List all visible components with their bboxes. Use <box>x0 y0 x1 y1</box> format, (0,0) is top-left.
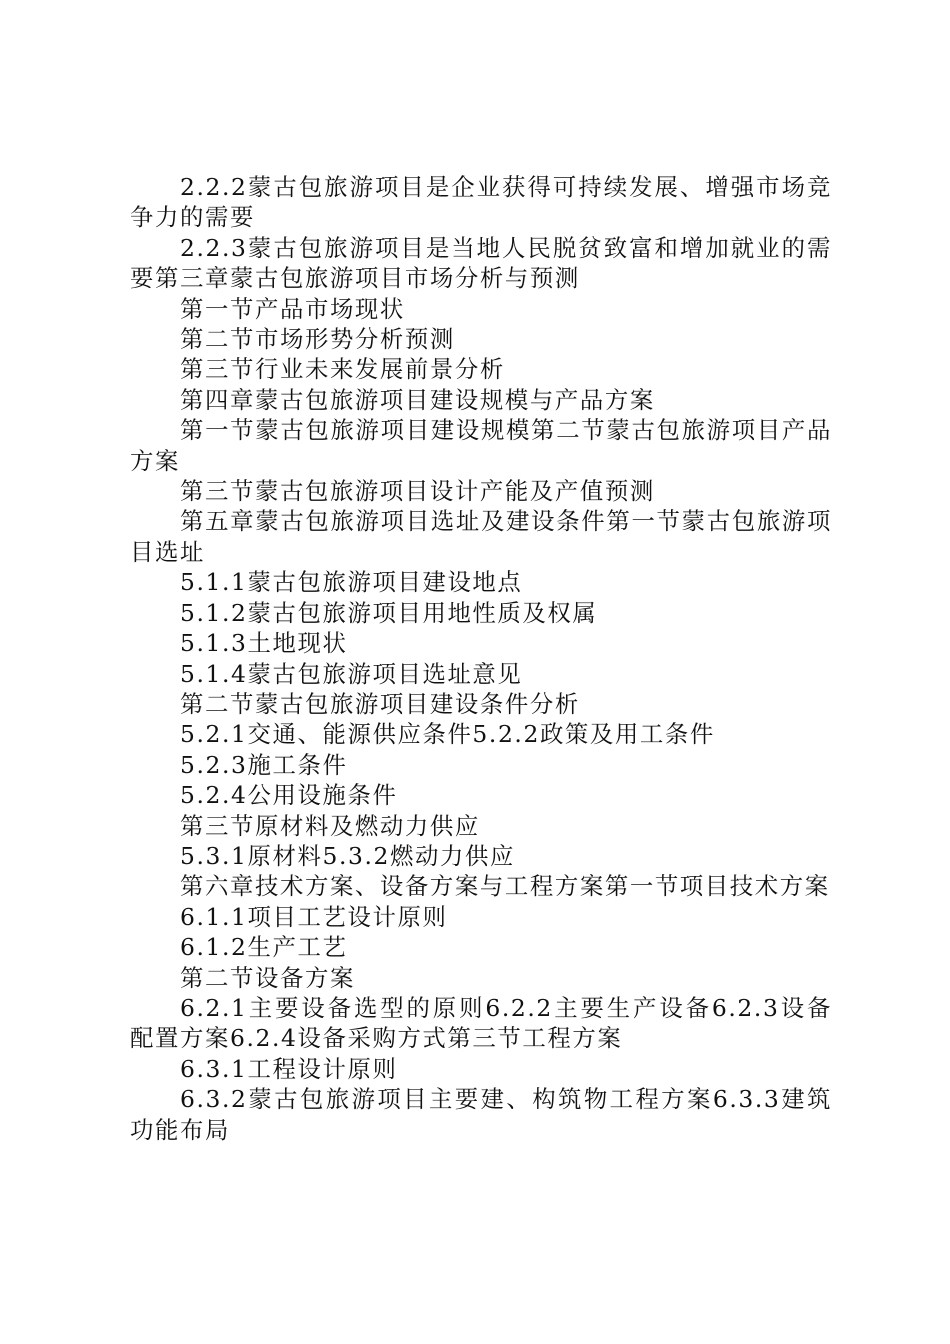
subsection-item: 5.1.3土地现状 <box>180 629 348 658</box>
section-heading: 第二节蒙古包旅游项目建设条件分析 <box>180 689 580 718</box>
section-heading: 第三节蒙古包旅游项目设计产能及产值预测 <box>180 477 655 506</box>
subsection-item: 5.2.3施工条件 <box>180 750 348 779</box>
section-heading: 第三节行业未来发展前景分析 <box>180 355 505 384</box>
section-heading: 第二节设备方案 <box>180 963 355 992</box>
section-heading: 第二节市场形势分析预测 <box>180 325 455 354</box>
paragraph: 6.3.2蒙古包旅游项目主要建、构筑物工程方案6.3.3建筑功能布局 <box>130 1085 832 1144</box>
section-heading: 第一节产品市场现状 <box>180 294 405 323</box>
paragraph: 第六章技术方案、设备方案与工程方案第一节项目技术方案 <box>180 872 830 901</box>
subsection-item: 5.1.1蒙古包旅游项目建设地点 <box>180 568 523 597</box>
subsection-item: 6.1.2生产工艺 <box>180 933 348 962</box>
subsection-item: 5.1.4蒙古包旅游项目选址意见 <box>180 659 523 688</box>
paragraph: 第一节蒙古包旅游项目建设规模第二节蒙古包旅游项目产品方案 <box>130 416 832 475</box>
paragraph: 2.2.3蒙古包旅游项目是当地人民脱贫致富和增加就业的需要第三章蒙古包旅游项目市场分析与预测 <box>130 233 832 293</box>
document-body <box>130 172 832 1145</box>
subsection-item: 6.1.1项目工艺设计原则 <box>180 902 448 931</box>
chapter-heading: 第四章蒙古包旅游项目建设规模与产品方案 <box>180 385 655 414</box>
paragraph: 2.2.2蒙古包旅游项目是企业获得可持续发展、增强市场竞争力的需要 <box>130 173 832 232</box>
subsection-item: 5.1.2蒙古包旅游项目用地性质及权属 <box>180 598 598 627</box>
paragraph: 第五章蒙古包旅游项目选址及建设条件第一节蒙古包旅游项目选址 <box>130 507 832 566</box>
subsection-item: 5.2.1交通、能源供应条件5.2.2政策及用工条件 <box>180 720 715 749</box>
subsection-item: 6.3.1工程设计原则 <box>180 1054 398 1083</box>
paragraph: 6.2.1主要设备选型的原则6.2.2主要生产设备6.2.3设备配置方案6.2.4设备采购方式第三节工程方案 <box>130 993 832 1053</box>
subsection-item: 5.3.1原材料5.3.2燃动力供应 <box>180 841 515 870</box>
section-heading: 第三节原材料及燃动力供应 <box>180 811 480 840</box>
subsection-item: 5.2.4公用设施条件 <box>180 781 398 810</box>
